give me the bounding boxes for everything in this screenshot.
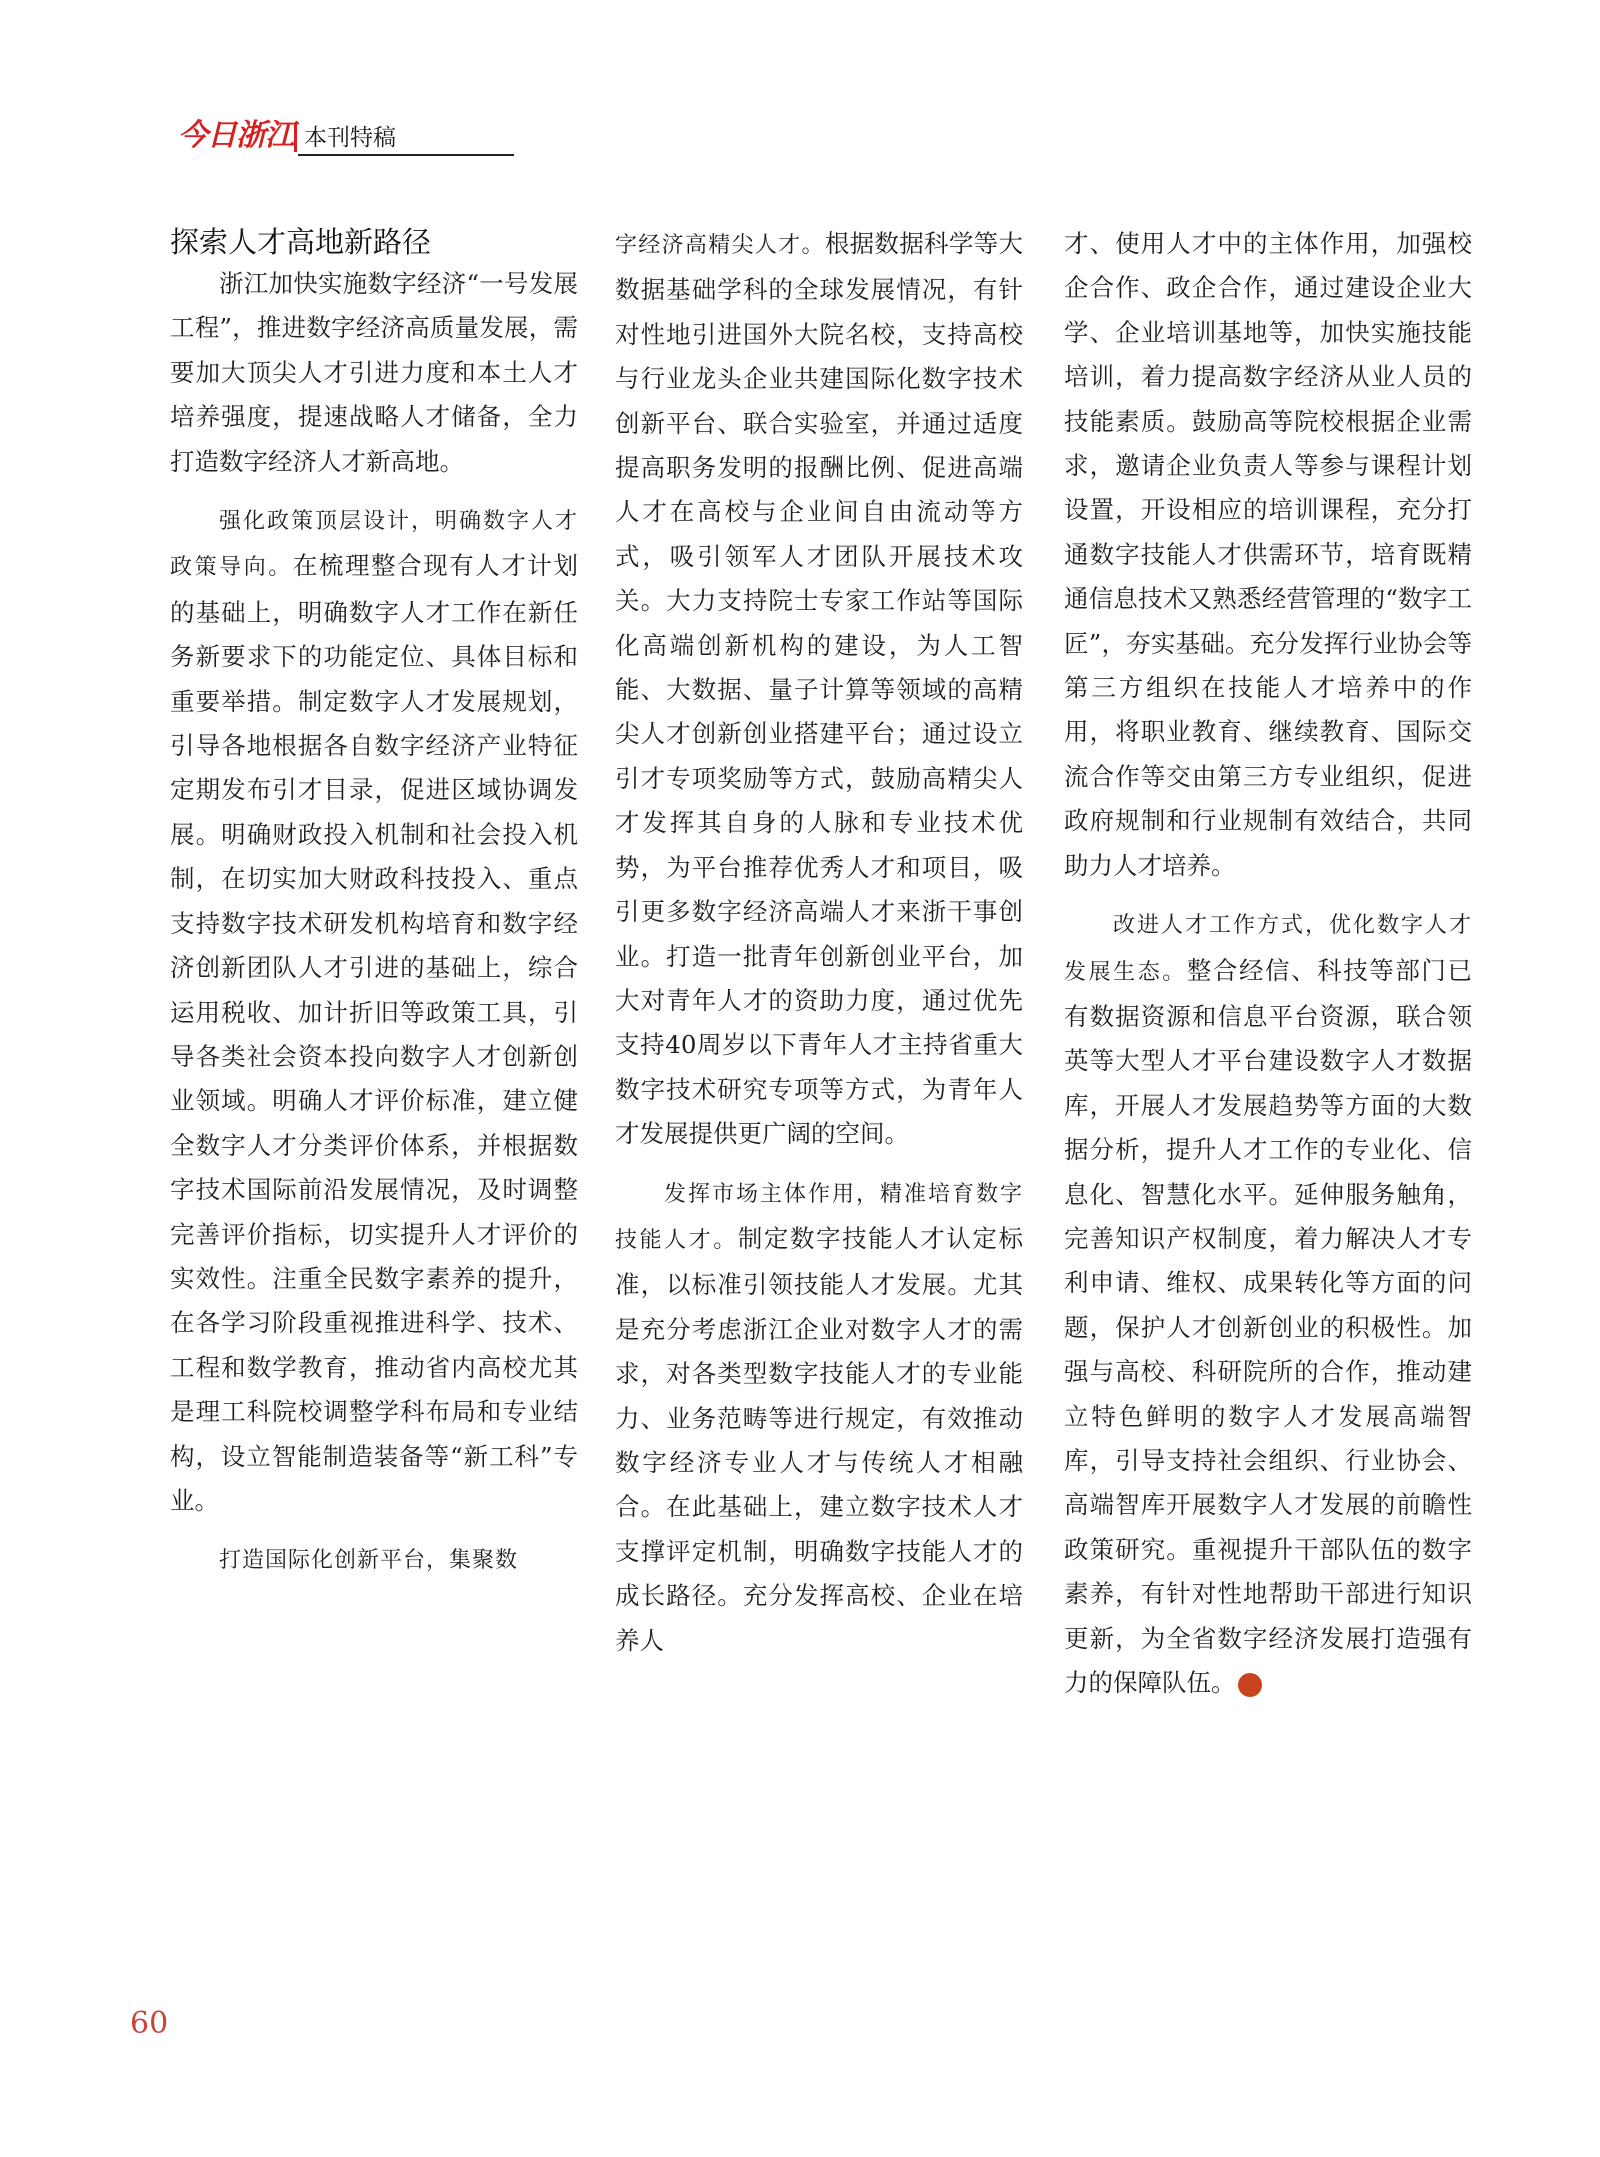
article-column-2 — [615, 222, 1023, 1663]
paragraph-market-continued: 才、使用人才中的主体作用，加强校企合作、政企合作，通过建设企业大学、企业培训基地等，加快实施技能培训，着力提高数字经济从业人员的技能素质。鼓励高等院校根据企业需求，邀请企业负责人等参与课程计划设置，开设相应的培训课程，充分打通数字技能人才供需环节，培育既精通信息技术又熟悉经营管理的“数字工匠”，夯实基础。充分发挥行业协会等第三方组织在技能人才培养中的作用，将职业教育、继续教育、国际交流合作等交由第三方专业组织，促进政府规制和行业规制有效结合，共同助力人才培养。 — [1064, 229, 1472, 880]
masthead — [178, 118, 514, 158]
paragraph-body: 在梳理整合现有人才计划的基础上，明确数字人才工作在新任务新要求下的功能定位、具体目标和重要举措。制定数字人才发展规划，引导各地根据各自数字经济产业特征定期发布引才目录，促进区域协调发展。明确财政投入机制和社会投入机制，在切实加大财政科技投入、重点支持数字技术研发机构培育和数字经济创新团队人才引进的基础上，综合运用税收、加计折旧等政策工具，引导各类社会资本投向数字人才创新创业领域。明确人才评价标准，建立健全数字人才分类评价体系，并根据数字技术国际前沿发展情况，及时调整完善评价指标，切实提升人才评价的实效性。注重全民数字素养的提升，在各学习阶段重视推进科学、技术、工程和数学教育，推动省内高校尤其是理工科院校调整学科布局和专业结构，设立智能制造装备等“新工科”专业。 — [170, 551, 578, 1515]
paragraph-body: 根据数据科学等大数据基础学科的全球发展情况，有针对性地引进国外大院名校，支持高校与行业龙头企业共建国际化数字技术创新平台、联合实验室，并通过适度提高职务发明的报酬比例、促进高端人才在高校与企业间自由流动等方式，吸引领军人才团队开展技术攻关。大力支持院士专家工作站等国际化高端创新机构的建设，为人工智能、大数据、量子计算等领域的高精尖人才创新创业搭建平台；通过设立引才专项奖励等方式，鼓励高精尖人才发挥其自身的人脉和专业技术优势，为平台推荐优秀人才和项目，吸引更多数字经济高端人才来浙干事创业。打造一批青年创新创业平台，加大对青年人才的资助力度，通过优先支持40周岁以下青年人才主持省重大数字技术研究专项等方式，为青年人才发展提供更广阔的空间。 — [615, 229, 1023, 1149]
paragraph-platform-start — [170, 1537, 578, 1583]
brand-logo: 今日浙江 — [178, 118, 294, 153]
article-column-1 — [170, 222, 578, 1584]
brand-divider — [294, 124, 297, 152]
article-column-3 — [1064, 222, 1472, 1705]
paragraph-lead: 发挥市场主体作用，精准培育数字技能人才。 — [615, 1181, 1023, 1253]
paragraph-lead: 字经济高精尖人才。 — [615, 233, 825, 258]
section-label: 本刊特稿 — [304, 125, 396, 151]
paragraph-lead: 改进人才工作方式，优化数字人才发展生态。 — [1064, 913, 1472, 985]
paragraph-body: 整合经信、科技等部门已有数据资源和信息平台资源，联合领英等大型人才平台建设数字人才数据库，开展人才发展趋势等方面的大数据分析，提升人才工作的专业化、信息化、智慧化水平。延伸服务触角，完善知识产权制度，着力解决人才专利申请、维权、成果转化等方面的问题，保护人才创新创业的积极性。加强与高校、科研院所的合作，推动建立特色鲜明的数字人才发展高端智库，引导支持社会组织、行业协会、高端智库开展数字人才发展的前瞻性政策研究。重视提升干部队伍的数字素养，有针对性地帮助干部进行知识更新，为全省数字经济发展打造强有力的保障队伍。 — [1064, 955, 1472, 1697]
end-of-article-icon: 今 — [1238, 1673, 1262, 1697]
paragraph-ecosystem — [1064, 902, 1472, 1705]
paragraph-body: 制定数字技能人才认定标准，以标准引领技能人才发展。尤其是充分考虑浙江企业对数字人才的需求，对各类型数字技能人才的专业能力、业务范畴等进行规定，有效推动数字经济专业人才与传统人才相融合。在此基础上，建立数字技术人才支撑评定机制，明确数字技能人才的成长路径。充分发挥高校、企业在培养人 — [615, 1223, 1023, 1655]
article-title: 探索人才高地新路径 — [170, 225, 432, 259]
header-rule — [298, 154, 514, 156]
paragraph-platform-continued — [615, 222, 1023, 1157]
paragraph-policy — [170, 498, 578, 1523]
paragraph-market — [615, 1171, 1023, 1663]
page-number: 60 — [130, 2006, 169, 2041]
paragraph-lead: 打造国际化创新平台，集聚数 — [219, 1548, 519, 1574]
intro-paragraph: 浙江加快实施数字经济“一号发展工程”，推进数字经济高质量发展，需要加大顶尖人才引进力度和本土人才培养强度，提速战略人才储备，全力打造数字经济人才新高地。 — [170, 269, 578, 476]
paragraph-lead: 强化政策顶层设计，明确数字人才政策导向。 — [170, 509, 578, 581]
